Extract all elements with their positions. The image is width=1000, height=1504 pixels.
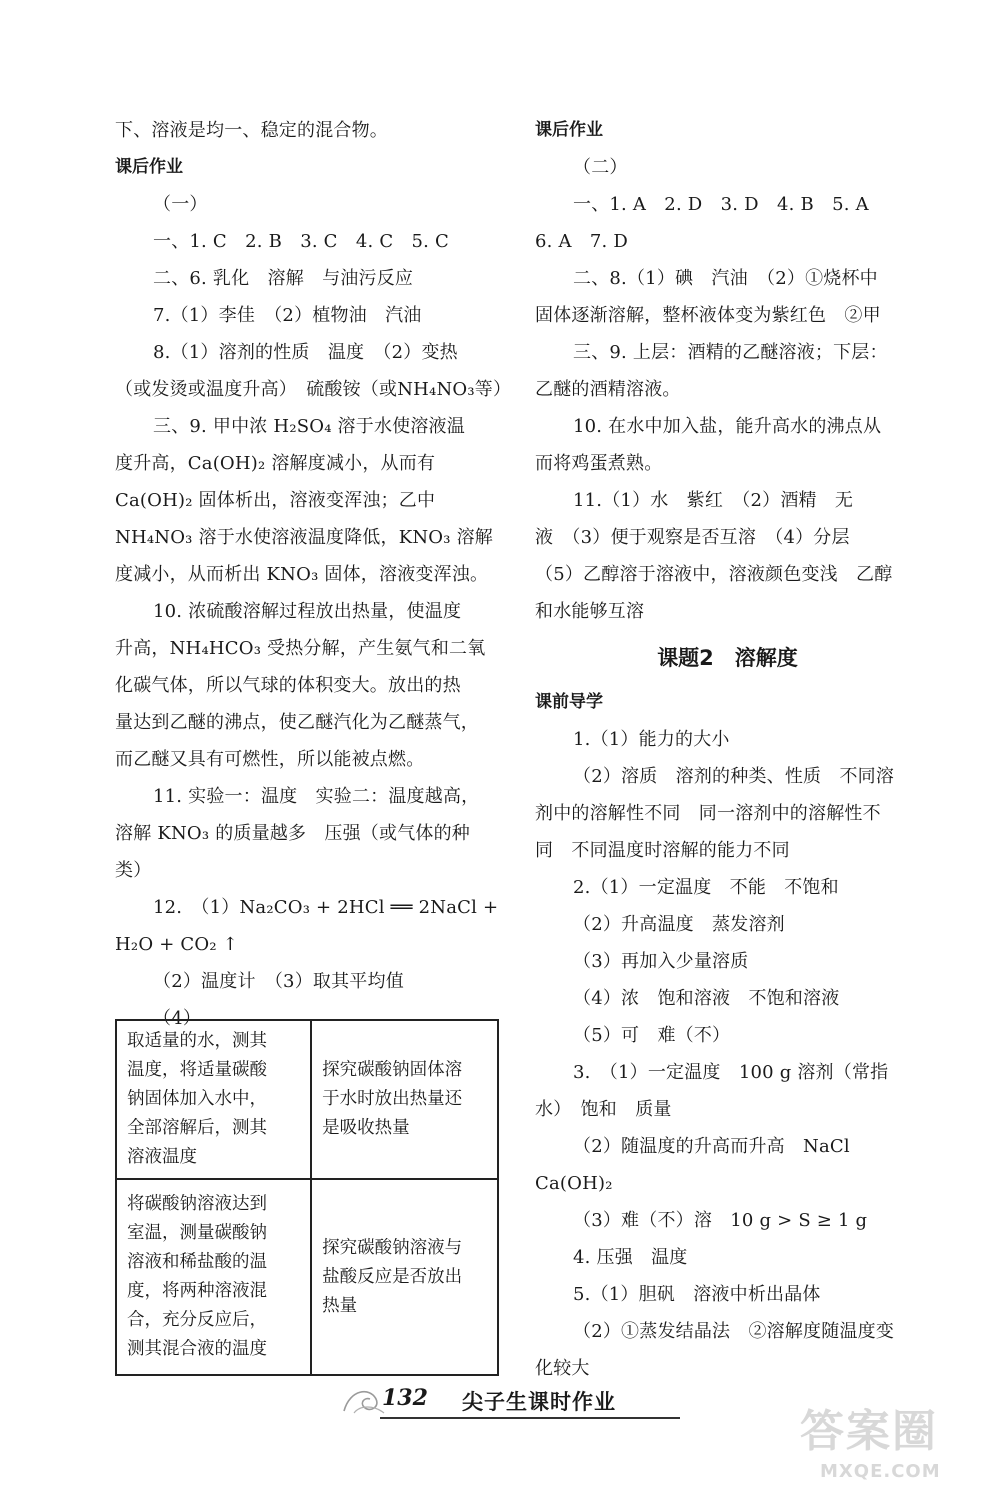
equation-line: 12. （1）Na₂CO₃ + 2HCl ══ 2NaCl + <box>153 897 499 918</box>
text-line: 10. 在水中加入盐，能升高水的沸点从 <box>573 416 882 437</box>
watermark-text: 答案圈 <box>800 1406 938 1457</box>
text-line: 一、1. C 2. B 3. C 4. C 5. C <box>153 231 449 252</box>
text-line: 乙醚的酒精溶液。 <box>535 379 681 400</box>
text-line: 三、9. 甲中浓 H₂SO₄ 溶于水使溶液温 <box>153 416 465 437</box>
text-line: 溶解 KNO₃ 的质量越多 压强（或气体的种 <box>115 823 471 844</box>
text-line: （4）浓 饱和溶液 不饱和溶液 <box>573 988 840 1009</box>
section-heading-homework: 课后作业 <box>115 157 183 177</box>
text-line: 液 （3）便于观察是否互溶 （4）分层 <box>535 527 850 548</box>
table-cell: 取适量的水，测其 温度，将适量碳酸 钠固体加入水中， 全部溶解后，测其 溶液温度 <box>116 1020 311 1179</box>
table-row <box>116 1020 498 1179</box>
book-title: 尖子生课时作业 <box>462 1390 616 1414</box>
table-cell: 探究碳酸钠溶液与 盐酸反应是否放出 热量 <box>311 1179 498 1375</box>
text-line: 1.（1）能力的大小 <box>573 729 730 750</box>
watermark-url: MXQE.COM <box>820 1461 941 1482</box>
text-line: 二、8.（1）碘 汽油 （2）①烧杯中 <box>573 268 878 289</box>
table-row <box>116 1179 498 1375</box>
lesson-title: 课题2 溶解度 <box>657 646 798 670</box>
footer-rule <box>380 1417 680 1419</box>
text-line: 7.（1）李佳 （2）植物油 汽油 <box>153 305 422 326</box>
text-line: 水） 饱和 质量 <box>535 1099 672 1120</box>
text-line: 4. 压强 温度 <box>573 1247 688 1268</box>
text-line: 下、溶液是均一、稳定的混合物。 <box>115 120 388 141</box>
text-line: 量达到乙醚的沸点，使乙醚汽化为乙醚蒸气， <box>115 712 479 733</box>
text-line: 二、6. 乳化 溶解 与油污反应 <box>153 268 414 289</box>
text-line: （3）难（不）溶 10 g > S ≥ 1 g <box>573 1210 868 1231</box>
text-line: NH₄NO₃ 溶于水使溶液温度降低，KNO₃ 溶解 <box>115 527 493 548</box>
text-line: （4） <box>153 1008 202 1029</box>
text-line: （2）随温度的升高而升高 NaCl <box>573 1136 850 1157</box>
page-footer <box>340 1383 685 1423</box>
text-line: 10. 浓硫酸溶解过程放出热量，使温度 <box>153 601 462 622</box>
text-line: 三、9. 上层：酒精的乙醚溶液；下层： <box>573 342 888 363</box>
text-line: （二） <box>573 157 628 178</box>
text-line: 类） <box>115 860 152 881</box>
text-line: 8.（1）溶剂的性质 温度 （2）变热 <box>153 342 458 363</box>
text-line: 5.（1）胆矾 溶液中析出晶体 <box>573 1284 821 1305</box>
text-line: 升高，NH₄HCO₃ 受热分解，产生氨气和二氧 <box>115 638 486 659</box>
text-line: 同 不同温度时溶解的能力不同 <box>535 840 790 861</box>
section-heading-preview: 课前导学 <box>535 692 603 712</box>
text-line: 11. 实验一：温度 实验二：温度越高， <box>153 786 480 807</box>
table-cell: 将碳酸钠溶液达到 室温，测量碳酸钠 溶液和稀盐酸的温 度，将两种溶液混 合，充分反应后， 测其混合液的温度 <box>116 1179 311 1375</box>
text-line: Ca(OH)₂ 固体析出，溶液变浑浊；乙中 <box>115 490 436 511</box>
text-line: （5）乙醇溶于溶液中，溶液颜色变浅 乙醇 <box>535 564 893 585</box>
text-line: 11.（1）水 紫红 （2）酒精 无 <box>573 490 854 511</box>
experiment-table <box>115 1019 499 1376</box>
text-line: 3. （1）一定温度 100 g 溶剂（常指 <box>573 1062 889 1083</box>
text-line: 剂中的溶解性不同 同一溶剂中的溶解性不 <box>535 803 881 824</box>
text-line: （或发烫或温度升高） 硫酸铵（或NH₄NO₃等） <box>115 379 512 400</box>
text-line: 化较大 <box>535 1358 590 1379</box>
page-number: 132 <box>382 1385 428 1411</box>
table-cell: 探究碳酸钠固体溶 于水时放出热量还 是吸收热量 <box>311 1020 498 1179</box>
text-line: 6. A 7. D <box>535 231 629 252</box>
text-line: Ca(OH)₂ <box>535 1173 613 1194</box>
equation-line: H₂O + CO₂ ↑ <box>115 934 238 955</box>
left-column <box>115 112 512 1037</box>
text-line: 度减小，从而析出 KNO₃ 固体，溶液变浑浊。 <box>115 564 489 585</box>
text-line: 和水能够互溶 <box>535 601 645 622</box>
section-heading-homework: 课后作业 <box>535 120 603 140</box>
text-line: 固体逐渐溶解，整杯液体变为紫红色 ②甲 <box>535 305 881 326</box>
text-line: （5）可 难（不） <box>573 1025 731 1046</box>
watermark-logo <box>800 1395 980 1490</box>
right-column <box>535 112 920 1387</box>
text-line: （2）溶质 溶剂的种类、性质 不同溶 <box>573 766 895 787</box>
text-line: 2.（1）一定温度 不能 不饱和 <box>573 877 839 898</box>
text-line: 而乙醚又具有可燃性，所以能被点燃。 <box>115 749 425 770</box>
text-line: 而将鸡蛋煮熟。 <box>535 453 663 474</box>
text-line: 度升高，Ca(OH)₂ 溶解度减小，从而有 <box>115 453 436 474</box>
text-line: （3）再加入少量溶质 <box>573 951 749 972</box>
text-line: 化碳气体，所以气球的体积变大。放出的热 <box>115 675 461 696</box>
text-line: （一） <box>153 194 208 215</box>
text-line: 一、1. A 2. D 3. D 4. B 5. A <box>573 194 869 215</box>
text-line: （2）①蒸发结晶法 ②溶解度随温度变 <box>573 1321 895 1342</box>
text-line: （2）升高温度 蒸发溶剂 <box>573 914 785 935</box>
text-line: （2）温度计 （3）取其平均值 <box>153 971 404 992</box>
